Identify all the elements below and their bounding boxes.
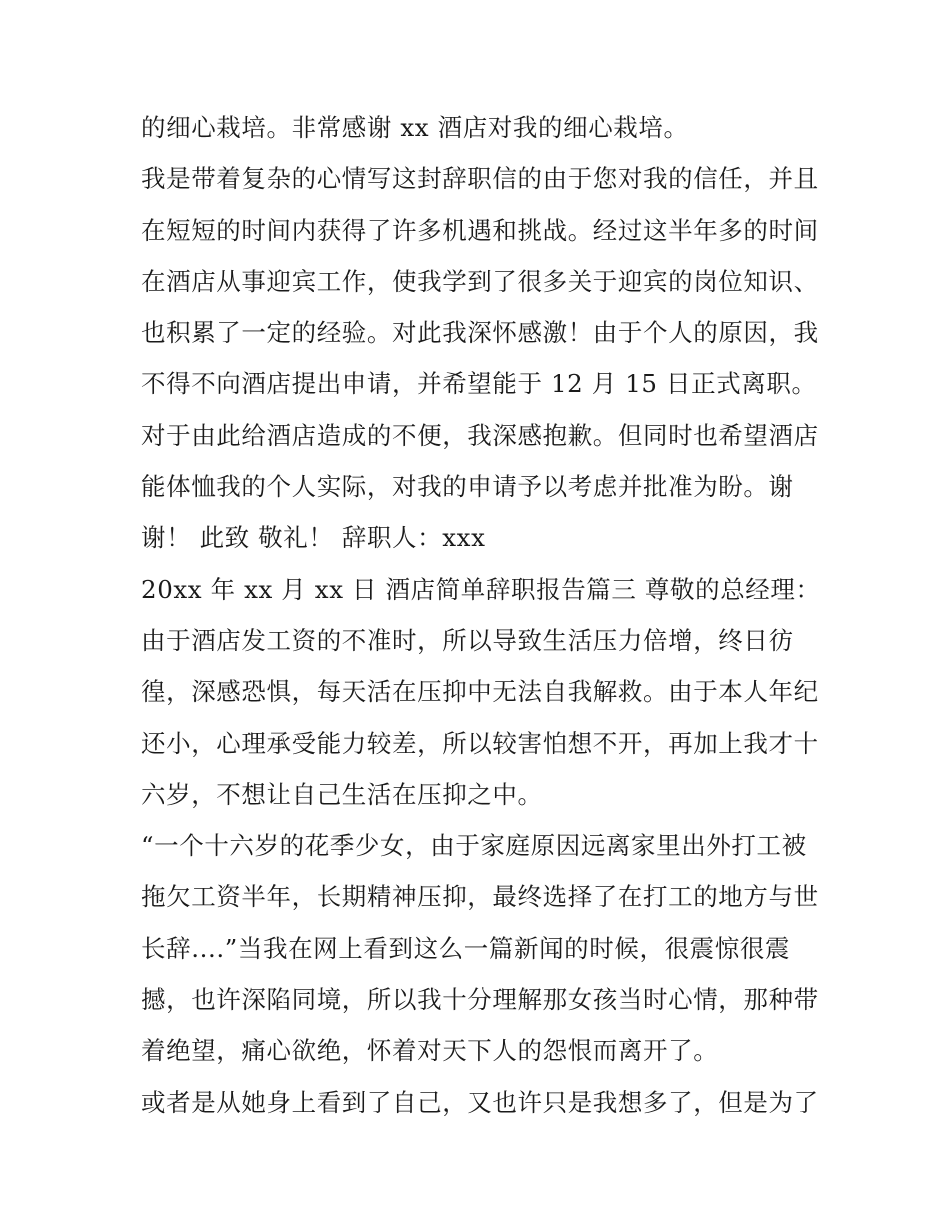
text-line: 长辞....”当我在网上看到这么一篇新闻的时候，很震惊很震 <box>141 933 791 963</box>
text-line: 徨，深感恐惧，每天活在压抑中无法自我解救。由于本人年纪 <box>141 677 819 707</box>
text-line: 在短短的时间内获得了许多机遇和挑战。经过这半年多的时间 <box>141 215 819 245</box>
text-line: 我是带着复杂的心情写这封辞职信的由于您对我的信任，并且 <box>141 164 819 194</box>
document-body <box>141 108 821 1134</box>
text-line: 或者是从她身上看到了自己，又也许只是我想多了，但是为了 <box>141 1087 819 1117</box>
text-line: 撼，也许深陷同境，所以我十分理解那女孩当时心情，那种带 <box>141 985 819 1015</box>
text-line: 由于酒店发工资的不准时，所以导致生活压力倍增，终日彷 <box>141 625 794 655</box>
text-line: 不得不向酒店提出申请，并希望能于 12 月 15 日正式离职。 <box>141 369 817 399</box>
text-line: 还小，心理承受能力较差，所以较害怕想不开，再加上我才十 <box>141 728 819 758</box>
text-line: “一个十六岁的花季少女，由于家庭原因远离家里出外打工被 <box>141 831 807 861</box>
text-line: 六岁，不想让自己生活在压抑之中。 <box>141 779 543 809</box>
text-line: 能体恤我的个人实际，对我的申请予以考虑并批准为盼。谢 <box>141 472 794 502</box>
text-line: 20xx 年 xx 月 xx 日 酒店简单辞职报告篇三 尊敬的总经理： <box>141 574 821 604</box>
text-line: 在酒店从事迎宾工作，使我学到了很多关于迎宾的岗位知识、 <box>141 266 819 296</box>
text-line: 对于由此给酒店造成的不便，我深感抱歉。但同时也希望酒店 <box>141 420 819 450</box>
text-line: 拖欠工资半年，长期精神压抑，最终选择了在打工的地方与世 <box>141 882 819 912</box>
text-line: 谢！ 此致 敬礼！ 辞职人：xxx <box>141 523 486 553</box>
text-line: 也积累了一定的经验。对此我深怀感激！由于个人的原因，我 <box>141 318 819 348</box>
text-line: 着绝望，痛心欲绝，怀着对天下人的怨恨而离开了。 <box>141 1036 719 1066</box>
text-line: 的细心栽培。非常感谢 xx 酒店对我的细心栽培。 <box>141 113 689 142</box>
